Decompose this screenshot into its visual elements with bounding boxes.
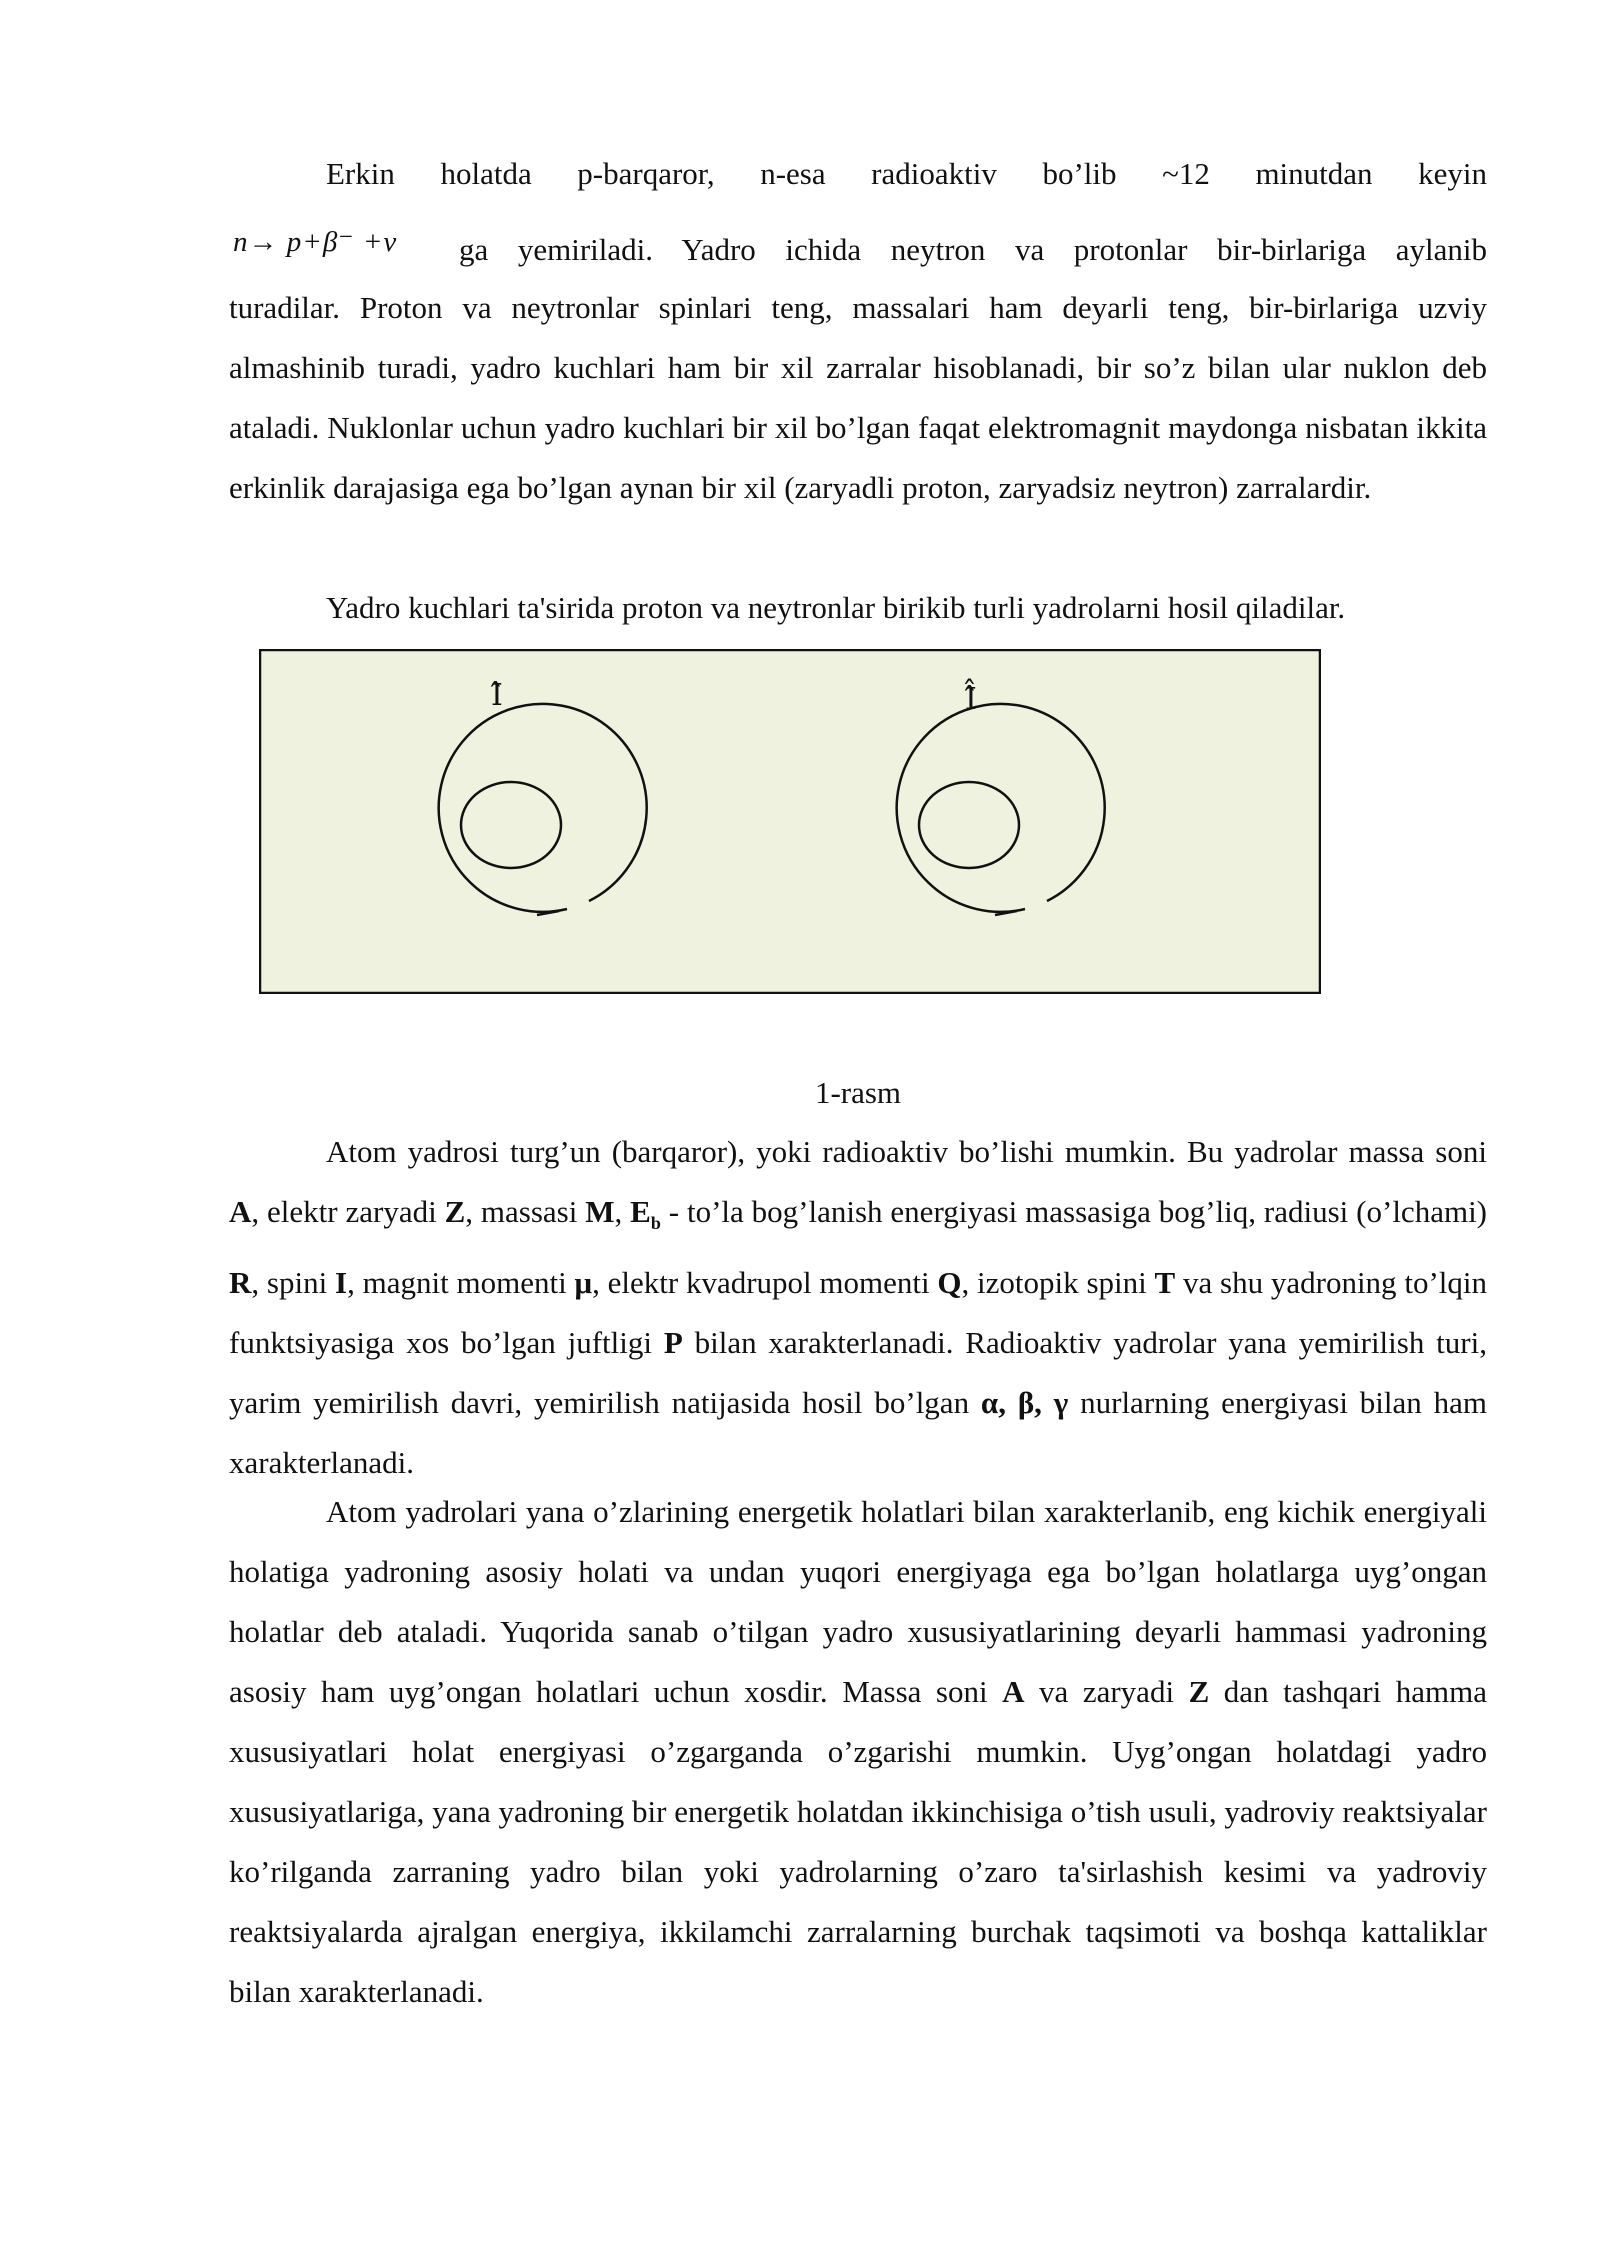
symbol-R: R [229, 1265, 252, 1301]
para2: Yadro kuchlari ta'sirida proton va neytronlar birikib turli yadrolarni hosil qiladilar. [326, 590, 1346, 625]
para4: Atom yadrolari yana o’zlarining energetik holatlari bilan xarakterlanib, eng kichik energiyali holatiga yadroning asosiy holati va undan yuqori energiyaga ega bo’lgan holatlarga uyg’ongan holatlar deb ataladi. Yuqorida sanab o’tilgan yadro xususiyatlarining deyarli hammasi yadroning asosiy ham uyg’ongan holatlari uchun xosdir. Massa soni A va zaryadi Z dan tashqari hamma xususiyatlari holat energiyasi o’zgarganda o’zgarishi mumkin. Uyg’ongan holatdagi yadro xususiyatlariga, yana yadroning bir energetik holatdan ikkinchisiga o’tish usuli, yadroviy reaktsiyalar ko’rilganda zarraning yadro bilan yoki yadrolarning o’zaro ta'sirlashish kesimi va yadroviy reaktsiyalarda ajralgan energiya, ikkilamchi zarralarning burchak taqsimoti va boshqa kattaliklar bilan xarakterlanadi. [229, 1494, 1487, 2009]
symbol-Z-2: Z [1188, 1674, 1210, 1709]
symbol-Eb: $E_b$ [630, 1194, 661, 1234]
symbol-I: I [335, 1265, 348, 1301]
right-symbol: Ι̂̂ [965, 682, 977, 717]
symbol-T: T [1154, 1265, 1176, 1301]
decay-formula: n→ p+β⁻ +ν [233, 226, 398, 258]
para1-line2: ga yemiriladi. Yadro ichida neytron va protonlar bir-birlariga aylanib [459, 232, 1487, 267]
symbol-A: A [229, 1194, 252, 1229]
symbol-Q: Q [937, 1265, 962, 1301]
symbol-P: P [663, 1325, 683, 1361]
left-symbol: Ι̂ [491, 678, 503, 713]
figure-frame [260, 650, 1320, 993]
symbol-alpha-beta-gamma: α, β, γ [980, 1385, 1069, 1421]
symbol-M: M [585, 1194, 615, 1229]
formula-line [229, 220, 1487, 280]
para3: Atom yadrosi turg’un (barqaror), yoki radioaktiv bo’lishi mumkin. Bu yadrolar massa soni A, elektr zaryadi Z, massasi M, $E_b$ - to’la bog’lanish energiyasi massasiga bog’liq, radiusi (o’lchami) R, spini I, magnit momenti μ, elektr kvadrupol momenti Q, izotopik spini T va shu yadroning to’lqin funktsiyasiga xos bo’lgan juftligi P bilan xarakterlanadi. Radioaktiv yadrolar yana yemirilish turi, yarim yemirilish davri, yemirilish natijasida hosil bo’lgan α, β, γ nurlarning energiyasi bilan ham xarakterlanadi. [229, 1134, 1488, 1481]
nucleon-figure [259, 649, 1321, 994]
symbol-Z: Z [444, 1194, 466, 1229]
symbol-A-2: A [1002, 1674, 1025, 1709]
symbol-mu: μ [574, 1265, 593, 1301]
para1-rest: turadilar. Proton va neytronlar spinlari teng, massalari ham deyarli teng, bir-birlariga uzviy almashinib turadi, yadro kuchlari ham bir xil zarralar hisoblanadi, bir so’z bilan ular nuklon deb ataladi. Nuklonlar uchun yadro kuchlari bir xil bo’lgan faqat elektromagnit maydonga nisbatan ikkita erkinlik darajasiga ega bo’lgan aynan bir xil (zaryadli proton, zaryadsiz neytron) zarralardir. [229, 290, 1487, 505]
figure-caption: 1-rasm [814, 1075, 902, 1110]
para1-line1: Erkin holatda p-barqaror, n-esa radioaktiv bo’lib ~12 minutdan keyin [326, 156, 1487, 191]
